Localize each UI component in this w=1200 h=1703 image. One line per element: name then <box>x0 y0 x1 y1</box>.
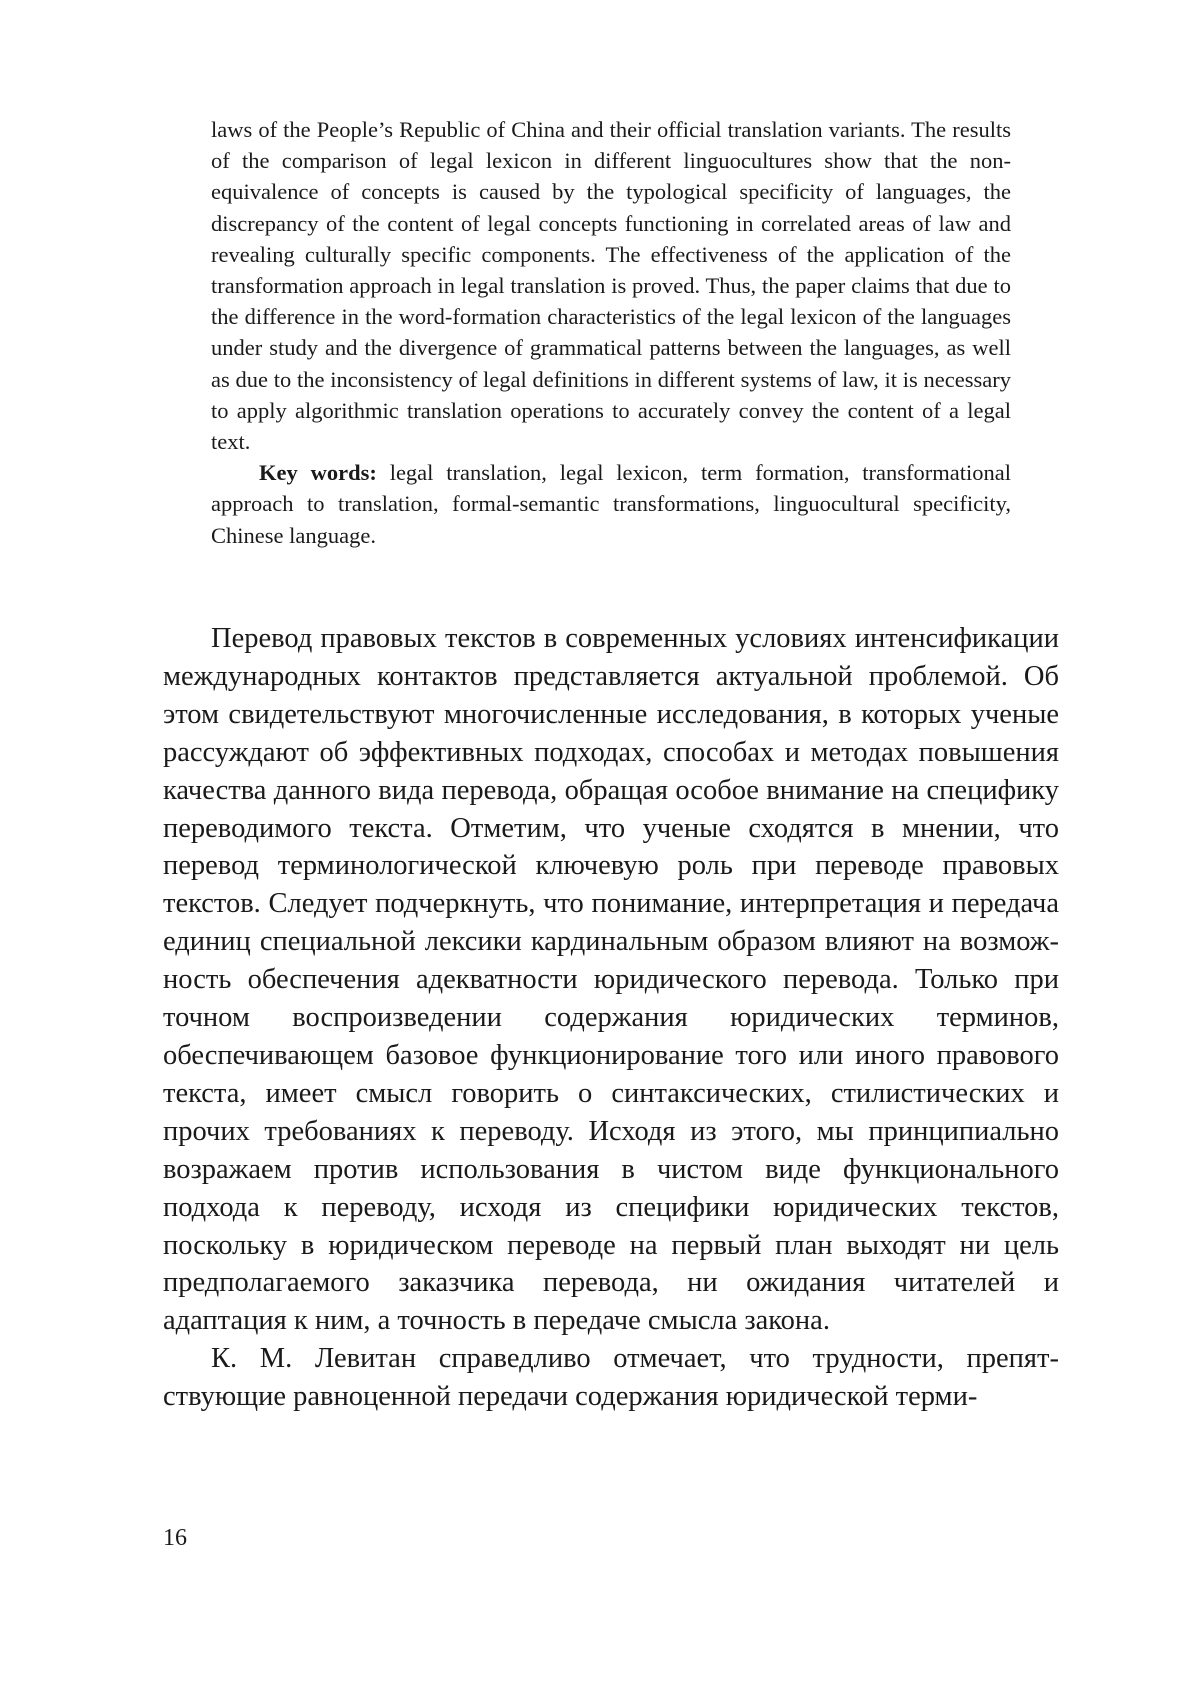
main-body <box>163 620 1059 1416</box>
keywords-list: legal translation, legal lexicon, term formation, transforma­tional approach to translation, formal-semantic transformations, linguocultur­al specificity, Chinese language. <box>211 460 1011 547</box>
page-number: 16 <box>163 1523 187 1553</box>
keywords-paragraph <box>211 457 1011 551</box>
body-paragraph-2: К. М. Левитан справедливо отмечает, что трудности, препят­ствующие равноценной передачи содержания юридической терми- <box>163 1340 1059 1416</box>
abstract-block <box>211 114 1011 551</box>
body-paragraph-1: Перевод правовых текстов в современных условиях интенси­фикации международных контактов представляется актуальной проблемой. Об этом свидетельствуют многочисленные исследо­вания, в которых ученые рассуждают об эффективных подходах, способах и методах повышения качества данного вида перевода, обращая особое внимание на специфику переводимого текста. От­метим, что ученые сходятся в мнении, что перевод терминологи­ческой ключевую роль при переводе правовых текстов. Следует подчеркнуть, что понимание, интерпретация и передача единиц специальной лексики кардинальным образом влияют на возмож­ность обеспечения адекватности юридического перевода. Толь­ко при точном воспроизведении содержания юридических терми­нов, обеспечивающем базовое функционирование того или иного правового текста, имеет смысл говорить о синтаксических, сти­листических и прочих требованиях к переводу. Исходя из этого, мы принципиально возражаем против использования в чистом виде функционального подхода к переводу, исходя из специфики юридических текстов, поскольку в юридическом переводе на пер­вый план выходят ни цель предполагаемого заказчика перевода, ни ожидания читателей и адаптация к ним, а точность в передаче смысла закона. <box>163 620 1059 1340</box>
keywords-label: Key words: <box>259 460 377 485</box>
abstract-paragraph: laws of the People’s Republic of China and their official translation variants. The results of the comparison of legal lexicon in different linguocultures show that the non-equivalence of concepts is caused by the typological specificity of languages, the discrepancy of the content of legal concepts functioning in correlated areas of law and revealing culturally specific components. The effectiveness of the application of the transformation approach in legal translation is proved. Thus, the paper claims that due to the difference in the word-formation characteristics of the legal lexicon of the languages under study and the divergence of grammatical patterns between the languages, as well as due to the inconsistency of legal definitions in different systems of law, it is necessary to apply algorithmic translation operations to accurately convey the content of a legal text. <box>211 114 1011 457</box>
